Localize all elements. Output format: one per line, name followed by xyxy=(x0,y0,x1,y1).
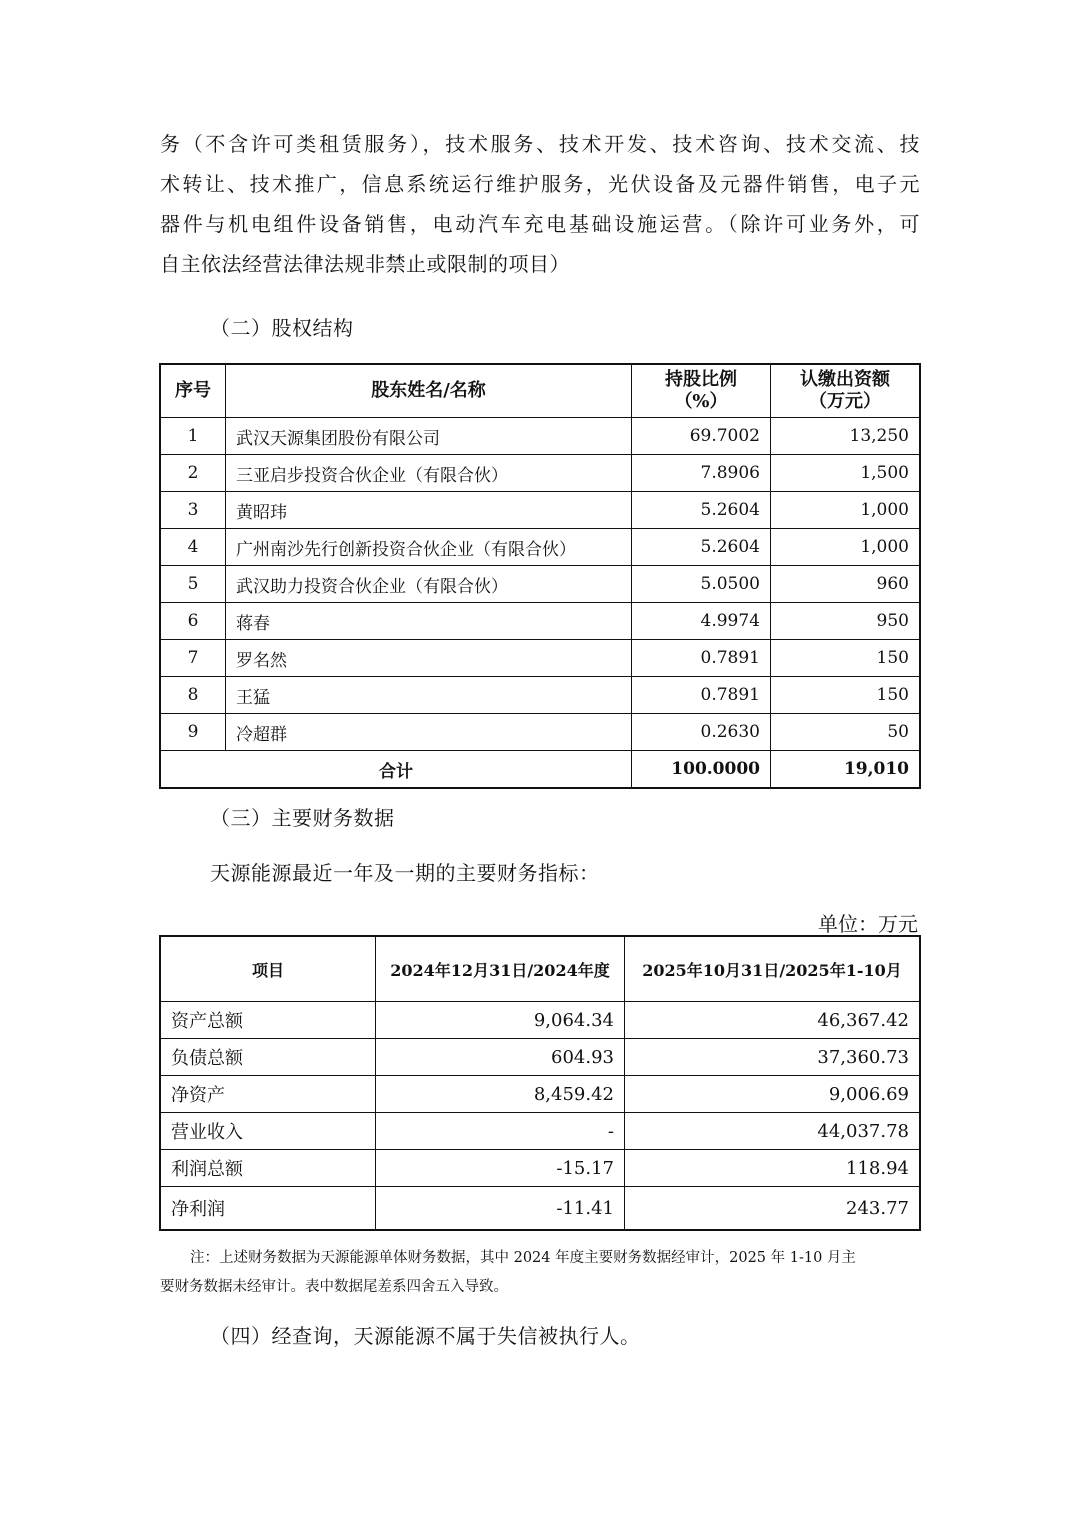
cell-v1: -15.17 xyxy=(376,1150,625,1187)
cell-item: 资产总额 xyxy=(160,1002,376,1039)
table-row xyxy=(160,529,920,566)
equity-table xyxy=(159,363,921,789)
section2-heading: （二）股权结构 xyxy=(210,316,354,340)
cell-name: 蒋春 xyxy=(226,603,632,640)
cell-name: 三亚启步投资合伙企业（有限合伙） xyxy=(226,455,632,492)
cell-seq: 9 xyxy=(160,714,226,751)
cell-capital: 1,000 xyxy=(771,529,921,566)
table-row xyxy=(160,1039,920,1076)
cell-seq: 5 xyxy=(160,566,226,603)
cell-item: 净资产 xyxy=(160,1076,376,1113)
header-ratio-line2: （%） xyxy=(674,391,728,412)
finance-intro: 天源能源最近一年及一期的主要财务指标： xyxy=(210,861,600,885)
cell-ratio: 5.0500 xyxy=(632,566,771,603)
table-row xyxy=(160,1076,920,1113)
cell-name: 冷超群 xyxy=(226,714,632,751)
cell-capital: 1,500 xyxy=(771,455,921,492)
total-ratio: 100.0000 xyxy=(632,751,771,789)
cell-name: 武汉天源集团股份有限公司 xyxy=(226,418,632,455)
intro-line: 器件与机电组件设备销售，电动汽车充电基础设施运营。（除许可业务外，可 xyxy=(160,212,920,236)
finance-note xyxy=(160,1244,920,1302)
cell-item: 负债总额 xyxy=(160,1039,376,1076)
header-capital xyxy=(771,364,921,418)
cell-v2: 118.94 xyxy=(625,1150,921,1187)
cell-seq: 1 xyxy=(160,418,226,455)
total-capital: 19,010 xyxy=(771,751,921,789)
cell-v1: - xyxy=(376,1113,625,1150)
finance-table-header xyxy=(160,936,920,1002)
table-row xyxy=(160,1187,920,1231)
header-seq: 序号 xyxy=(160,364,226,418)
cell-name: 武汉助力投资合伙企业（有限合伙） xyxy=(226,566,632,603)
cell-ratio: 0.7891 xyxy=(632,640,771,677)
table-row xyxy=(160,1150,920,1187)
unit-label: 单位：万元 xyxy=(818,912,918,936)
header-period1: 2024年12月31日/2024年度 xyxy=(376,936,625,1002)
intro-line: 务（不含许可类租赁服务），技术服务、技术开发、技术咨询、技术交流、技 xyxy=(160,132,920,156)
cell-v2: 37,360.73 xyxy=(625,1039,921,1076)
header-ratio xyxy=(632,364,771,418)
cell-ratio: 0.7891 xyxy=(632,677,771,714)
table-row xyxy=(160,640,920,677)
cell-item: 利润总额 xyxy=(160,1150,376,1187)
cell-seq: 3 xyxy=(160,492,226,529)
note-line: 注：上述财务数据为天源能源单体财务数据，其中 2024 年度主要财务数据经审计，2025 年 1-10 月主 xyxy=(190,1250,856,1266)
note-line: 要财务数据未经审计。表中数据尾差系四舍五入导致。 xyxy=(160,1279,508,1295)
cell-capital: 13,250 xyxy=(771,418,921,455)
cell-ratio: 5.2604 xyxy=(632,529,771,566)
cell-v2: 9,006.69 xyxy=(625,1076,921,1113)
total-row xyxy=(160,751,920,789)
cell-ratio: 5.2604 xyxy=(632,492,771,529)
table-row xyxy=(160,492,920,529)
intro-line: 术转让、技术推广，信息系统运行维护服务，光伏设备及元器件销售，电子元 xyxy=(160,172,920,196)
table-row xyxy=(160,566,920,603)
cell-name: 广州南沙先行创新投资合伙企业（有限合伙） xyxy=(226,529,632,566)
cell-name: 罗名然 xyxy=(226,640,632,677)
table-row xyxy=(160,1002,920,1039)
cell-capital: 150 xyxy=(771,640,921,677)
finance-table xyxy=(159,935,921,1231)
table-row xyxy=(160,677,920,714)
section4-text: （四）经查询，天源能源不属于失信被执行人。 xyxy=(210,1324,641,1348)
cell-v2: 46,367.42 xyxy=(625,1002,921,1039)
intro-paragraph xyxy=(160,124,920,284)
cell-seq: 7 xyxy=(160,640,226,677)
cell-capital: 150 xyxy=(771,677,921,714)
cell-seq: 2 xyxy=(160,455,226,492)
header-period2: 2025年10月31日/2025年1-10月 xyxy=(625,936,921,1002)
header-item: 项目 xyxy=(160,936,376,1002)
cell-ratio: 7.8906 xyxy=(632,455,771,492)
total-label: 合计 xyxy=(160,751,632,789)
intro-line: 自主依法经营法律法规非禁止或限制的项目） xyxy=(160,252,570,276)
cell-seq: 6 xyxy=(160,603,226,640)
cell-capital: 950 xyxy=(771,603,921,640)
cell-name: 黄昭玮 xyxy=(226,492,632,529)
header-ratio-line1: 持股比例 xyxy=(665,369,737,390)
table-row xyxy=(160,1113,920,1150)
cell-item: 营业收入 xyxy=(160,1113,376,1150)
cell-seq: 8 xyxy=(160,677,226,714)
header-name: 股东姓名/名称 xyxy=(226,364,632,418)
cell-seq: 4 xyxy=(160,529,226,566)
cell-capital: 50 xyxy=(771,714,921,751)
cell-v1: 9,064.34 xyxy=(376,1002,625,1039)
section3-heading: （三）主要财务数据 xyxy=(210,806,395,830)
table-row xyxy=(160,714,920,751)
header-capital-line2: （万元） xyxy=(809,391,881,412)
header-capital-line1: 认缴出资额 xyxy=(800,369,890,390)
cell-capital: 960 xyxy=(771,566,921,603)
cell-v2: 243.77 xyxy=(625,1187,921,1231)
table-row xyxy=(160,418,920,455)
cell-v2: 44,037.78 xyxy=(625,1113,921,1150)
table-row xyxy=(160,603,920,640)
cell-v1: -11.41 xyxy=(376,1187,625,1231)
cell-name: 王猛 xyxy=(226,677,632,714)
cell-item: 净利润 xyxy=(160,1187,376,1231)
cell-ratio: 0.2630 xyxy=(632,714,771,751)
equity-table-header xyxy=(160,364,920,418)
cell-ratio: 4.9974 xyxy=(632,603,771,640)
cell-capital: 1,000 xyxy=(771,492,921,529)
cell-v1: 8,459.42 xyxy=(376,1076,625,1113)
table-row xyxy=(160,455,920,492)
cell-v1: 604.93 xyxy=(376,1039,625,1076)
cell-ratio: 69.7002 xyxy=(632,418,771,455)
